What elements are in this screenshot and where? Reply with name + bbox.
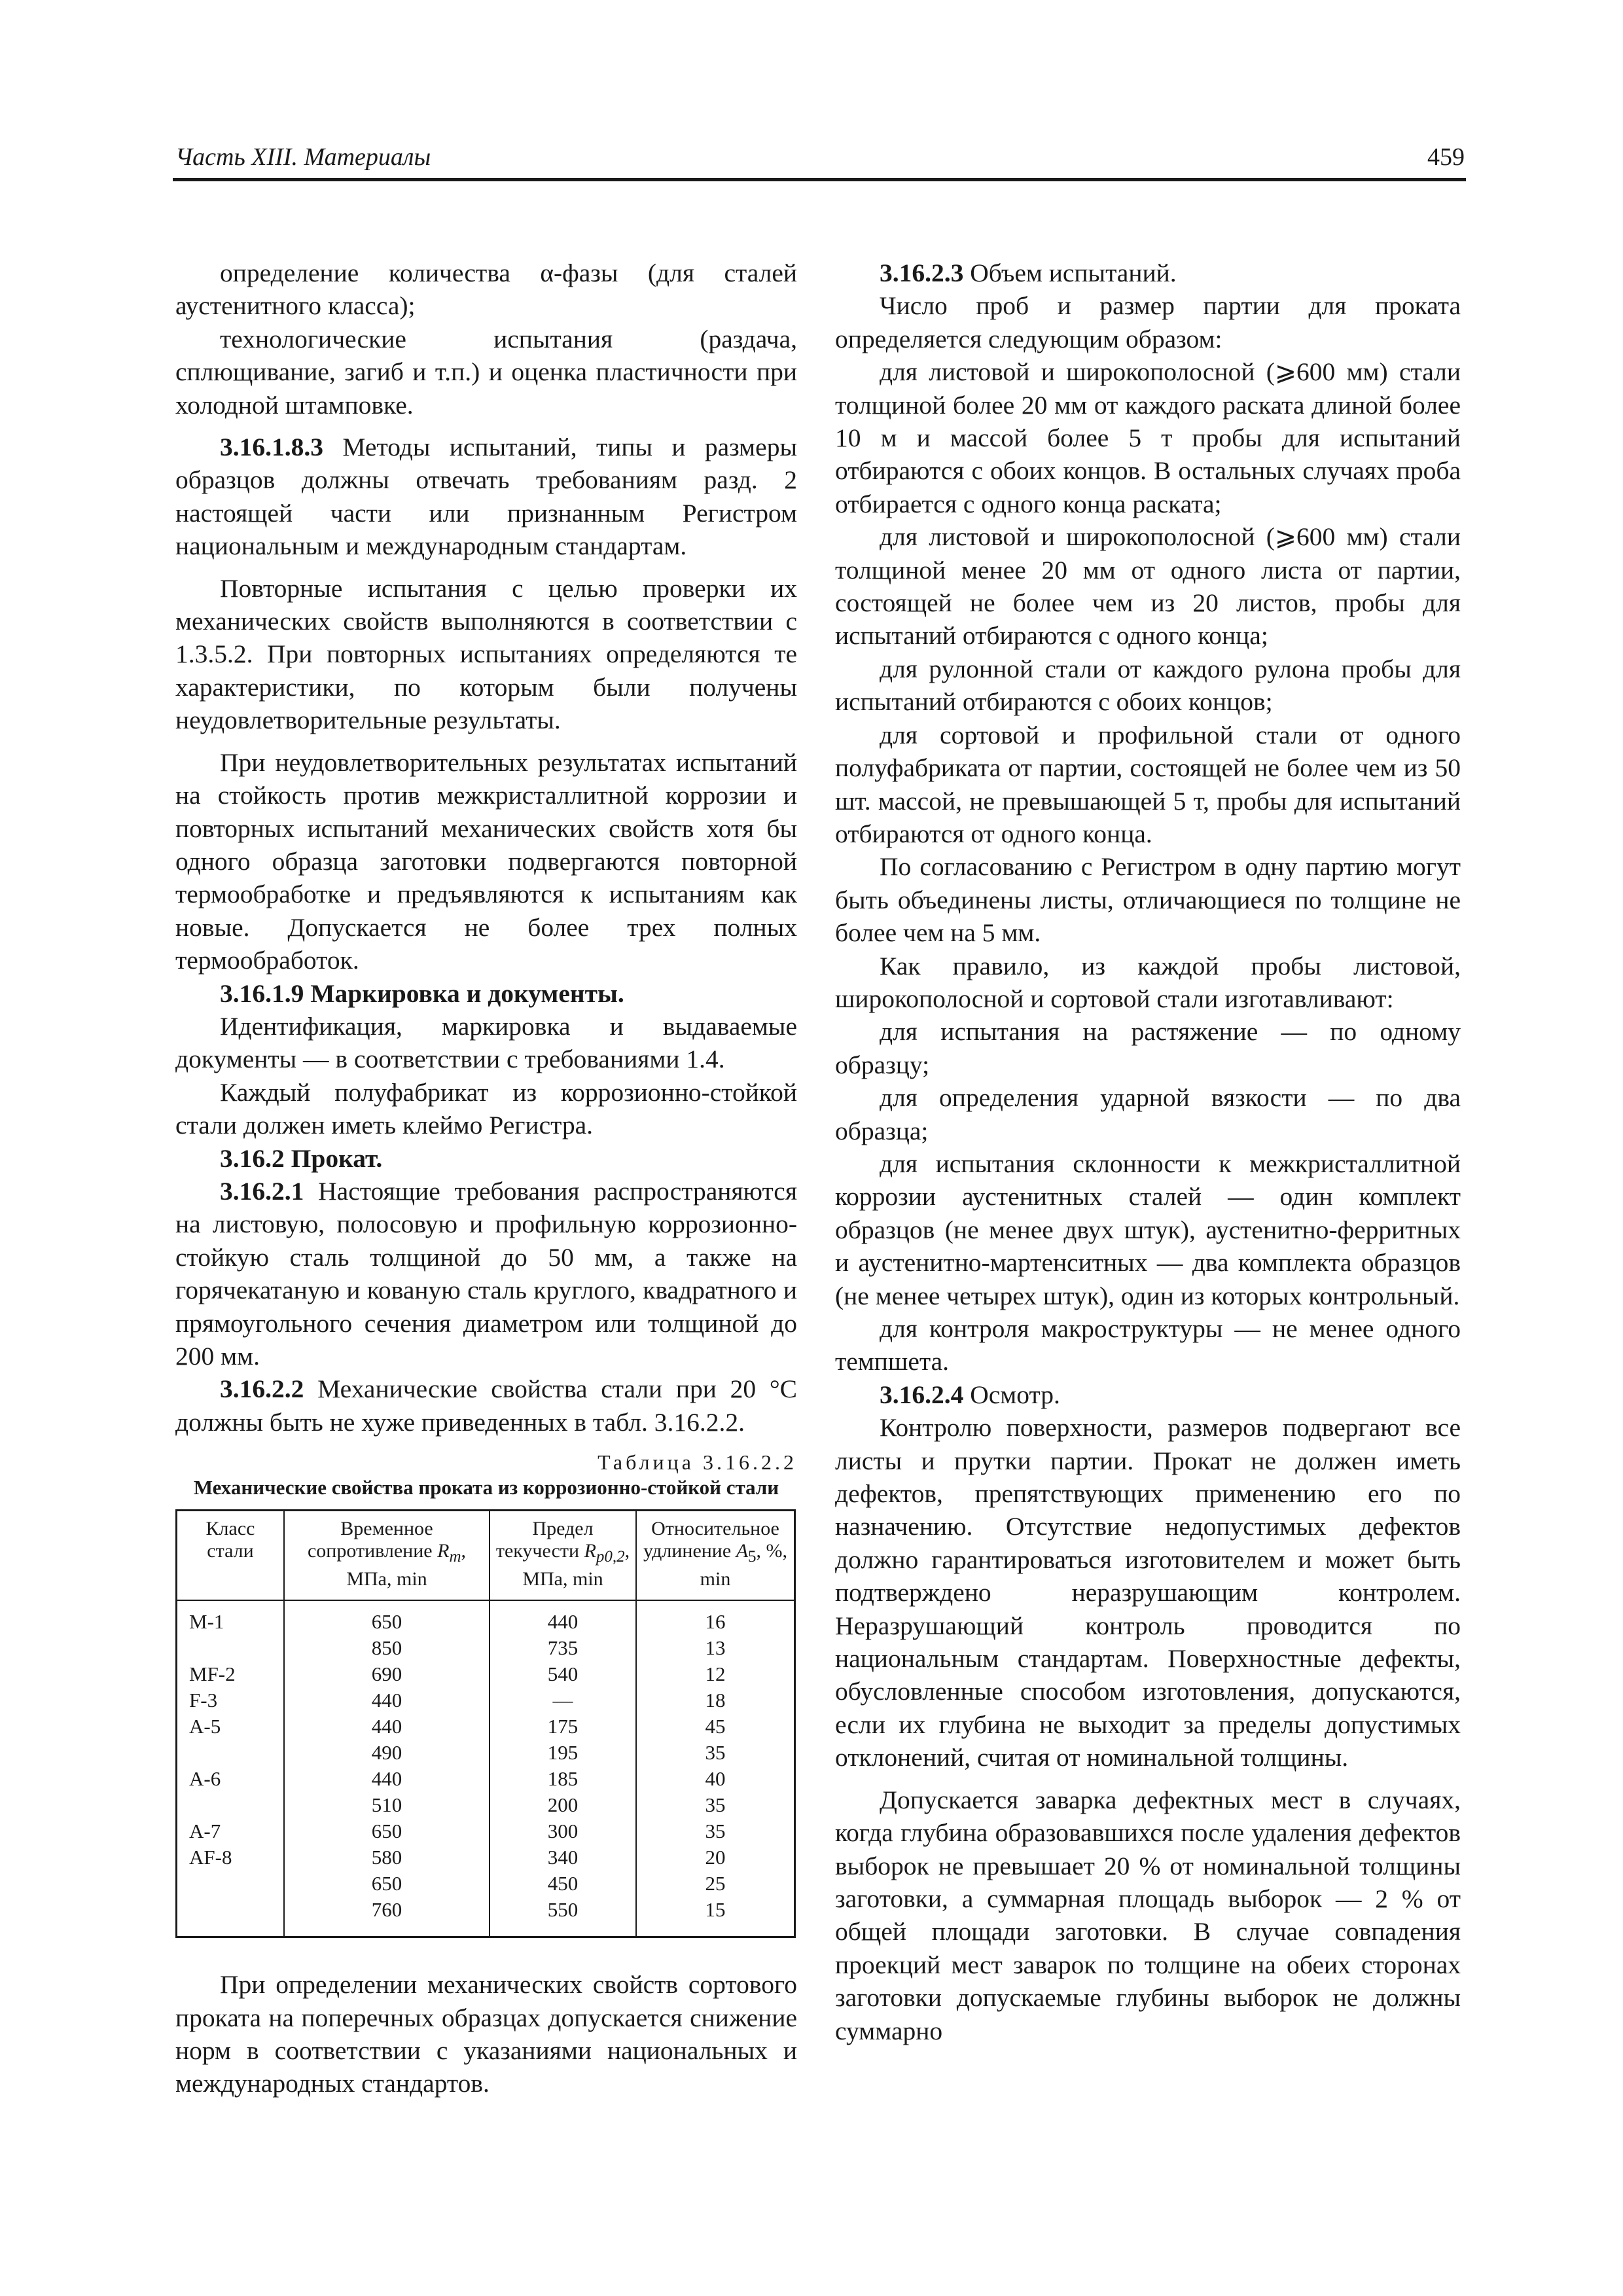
cell-yield-strength: 185	[490, 1766, 636, 1792]
table-row	[177, 1661, 795, 1687]
cell-tensile-strength: 490	[284, 1740, 490, 1766]
section-number: 3.16.2.4	[880, 1380, 964, 1409]
cell-elongation: 12	[705, 1662, 726, 1686]
cell-elongation: 25	[705, 1872, 726, 1895]
mechanical-properties-table	[175, 1509, 796, 1938]
cell-steel-class: F-3	[177, 1687, 285, 1713]
cell-tensile-strength: 850	[284, 1635, 490, 1661]
cell-elongation: 16	[705, 1610, 726, 1634]
cell-tensile-strength: 650	[284, 1871, 490, 1897]
section-heading: Прокат.	[284, 1143, 383, 1173]
table-row	[177, 1792, 795, 1818]
section-heading: Маркировка и документы.	[304, 978, 624, 1008]
paragraph: для испытания склонности к межкристаллитной коррозии аустенитных сталей — один комплект образцов (не менее двух штук), аустенитно-ферритных и аустенитно-мартенситных — два комплекта образцов (не менее четырех штук), один из которых контрольный.	[835, 1149, 1461, 1310]
header-rule	[173, 178, 1466, 181]
running-header-title: Часть XIII. Материалы	[175, 143, 431, 171]
cell-elongation: 20	[705, 1846, 726, 1869]
cell-elongation: 40	[705, 1767, 726, 1791]
table-row	[177, 1871, 795, 1897]
cell-elongation: 35	[705, 1793, 726, 1817]
cell-yield-strength: 300	[490, 1818, 636, 1844]
paragraph: Повторные испытания с целью проверки их механических свойств выполняются в соответствии с 1.3.5.2. При повторных испытаниях определяются те характеристики, по которым были получены неудовлетворительные результаты.	[175, 573, 797, 735]
cell-yield-strength: 440	[490, 1600, 636, 1635]
paragraph: При неудовлетворительных результатах испытаний на стойкость против межкристаллитной коррозии и повторных испытаний механических свойств хотя бы одного образца заготовки подвергаются повторной термообработке и предъявляются к испытаниям как новые. Допускается не более трех полных термообработок.	[175, 747, 797, 975]
paragraph: Как правило, из каждой пробы листовой, широкополосной и сортовой стали изготавливают:	[835, 951, 1461, 1013]
paragraph: При определении механических свойств сортового проката на поперечных образцах допускается снижение норм в соответствии с указаниями национальных и международных стандартов.	[175, 1970, 797, 2098]
cell-steel-class: A-6	[177, 1766, 285, 1792]
table-row	[177, 1818, 795, 1844]
paragraph: для сортовой и профильной стали от одного полуфабриката от партии, состоящей не более чем из 50 шт. массой, не превышающей 5 т, пробы для испытаний отбираются от одного конца.	[835, 720, 1461, 848]
cell-tensile-strength: 440	[284, 1766, 490, 1792]
paragraph: для определения ударной вязкости — по два образца;	[835, 1083, 1461, 1145]
paragraph: Каждый полуфабрикат из коррозионно-стойкой стали должен иметь клеймо Регистра.	[175, 1077, 797, 1140]
section-3-16-2-1	[175, 1175, 797, 1372]
header-tensile-strength: Временное сопротивление $R_m$, МПа, min	[284, 1511, 490, 1601]
paragraph: По согласованию с Регистром в одну партию могут быть объединены листы, отличающиеся по толщине не более чем на 5 мм.	[835, 852, 1461, 948]
paragraph: для рулонной стали от каждого рулона пробы для испытаний отбираются с обоих концов;	[835, 654, 1461, 717]
cell-steel-class: MF-2	[177, 1661, 285, 1687]
cell-yield-strength: —	[490, 1687, 636, 1713]
section-3-16-2	[175, 1142, 797, 1175]
cell-yield-strength: 195	[490, 1740, 636, 1766]
table-caption: Таблица 3.16.2.2	[597, 1450, 797, 1475]
paragraph: Допускается заварка дефектных мест в случаях, когда глубина образовавшихся после удаления дефектов выборок не превышает 20 % от номинальной толщины заготовки, а суммарная площадь выборок — 2 % от общей площади заготовки. В случае совпадения проекций мест заварок по толщине на обеих сторонах заготовки допускаемые глубины выборок не должны суммарно	[835, 1785, 1461, 2045]
cell-steel-class	[177, 1871, 285, 1897]
right-column	[835, 257, 1461, 2047]
paragraph: определение количества α-фазы (для сталей аустенитного класса);	[175, 259, 797, 321]
section-number: 3.16.2.1	[220, 1176, 304, 1206]
cell-elongation: 35	[705, 1741, 726, 1765]
paragraph: технологические испытания (раздача, сплющивание, загиб и т.п.) и оценка пластичности при холодной штамповке.	[175, 324, 797, 420]
header-elongation: Относительное удлинение $A_5$, %, min	[636, 1511, 795, 1601]
table-title: Механические свойства проката из коррозионно-стойкой стали	[193, 1476, 779, 1499]
cell-yield-strength: 450	[490, 1871, 636, 1897]
cell-tensile-strength: 580	[284, 1844, 490, 1871]
paragraph: для листовой и широкополосной (⩾600 мм) стали толщиной менее 20 мм от одного листа от партии, состоящей не более чем из 20 листов, пробы для испытаний отбираются с одного конца;	[835, 522, 1461, 651]
cell-tensile-strength: 440	[284, 1687, 490, 1713]
cell-yield-strength: 550	[490, 1897, 636, 1937]
cell-steel-class: AF-8	[177, 1844, 285, 1871]
section-text: Методы испытаний, типы и размеры образцов должны отвечать требованиям разд. 2 настоящей части или признанным Регистром национальным и международным стандартам.	[175, 433, 797, 561]
section-text: Механические свойства стали при 20 °С должны быть не хуже приведенных в табл. 3.16.2.2.	[175, 1374, 797, 1437]
cell-elongation: 45	[705, 1715, 726, 1738]
cell-tensile-strength: 650	[284, 1600, 490, 1635]
cell-steel-class	[177, 1740, 285, 1766]
header-yield-strength: Предел текучести $R_{p0,2}$, МПа, min	[490, 1511, 636, 1601]
table-body	[177, 1600, 795, 1937]
table-row	[177, 1897, 795, 1937]
table-row	[177, 1713, 795, 1740]
section-heading: Осмотр.	[963, 1380, 1060, 1409]
section-3-16-1-9	[175, 977, 797, 1010]
section-number: 3.16.1.8.3	[220, 433, 323, 462]
cell-tensile-strength: 440	[284, 1713, 490, 1740]
table-row	[177, 1687, 795, 1713]
left-column	[175, 257, 797, 2100]
paragraph: для контроля макроструктуры — не менее одного темпшета.	[835, 1314, 1461, 1376]
paragraph: Идентификация, маркировка и выдаваемые документы — в соответствии с требованиями 1.4.	[175, 1011, 797, 1074]
cell-elongation: 15	[705, 1898, 726, 1922]
section-number: 3.16.2	[220, 1143, 285, 1173]
paragraph: для листовой и широкополосной (⩾600 мм) стали толщиной более 20 мм от каждого раската длиной более 10 м и массой более 5 т пробы для испытаний отбираются с обоих концов. В остальных случаях проба отбирается с одного конца раската;	[835, 357, 1461, 518]
section-number: 3.16.2.3	[880, 259, 964, 287]
table-row	[177, 1740, 795, 1766]
cell-tensile-strength: 760	[284, 1897, 490, 1937]
cell-yield-strength: 200	[490, 1792, 636, 1818]
header-steel-class: Класс стали	[177, 1511, 285, 1601]
cell-yield-strength: 175	[490, 1713, 636, 1740]
section-number: 3.16.1.9	[220, 978, 304, 1008]
cell-steel-class: M-1	[177, 1600, 285, 1635]
cell-yield-strength: 340	[490, 1844, 636, 1871]
table-row	[177, 1766, 795, 1792]
table-row	[177, 1600, 795, 1635]
table-row	[177, 1844, 795, 1871]
cell-steel-class	[177, 1897, 285, 1937]
cell-steel-class: A-5	[177, 1713, 285, 1740]
section-number: 3.16.2.2	[220, 1374, 304, 1404]
section-3-16-2-4	[835, 1378, 1461, 1411]
paragraph: для испытания на растяжение — по одному образцу;	[835, 1017, 1461, 1079]
cell-yield-strength: 540	[490, 1661, 636, 1687]
section-3-16-2-2	[175, 1372, 797, 1439]
cell-yield-strength: 735	[490, 1635, 636, 1661]
cell-elongation: 13	[705, 1636, 726, 1660]
cell-tensile-strength: 650	[284, 1818, 490, 1844]
table-header-row	[177, 1511, 795, 1601]
paragraph: Число проб и размер партии для проката определяется следующим образом:	[835, 291, 1461, 353]
page-number: 459	[1427, 143, 1465, 171]
section-3-16-1-8-3	[175, 431, 797, 563]
section-heading: Объем испытаний.	[963, 259, 1177, 287]
cell-tensile-strength: 510	[284, 1792, 490, 1818]
cell-tensile-strength: 690	[284, 1661, 490, 1687]
cell-elongation: 18	[705, 1689, 726, 1712]
table-row	[177, 1635, 795, 1661]
cell-steel-class: A-7	[177, 1818, 285, 1844]
cell-steel-class	[177, 1635, 285, 1661]
cell-steel-class	[177, 1792, 285, 1818]
cell-elongation: 35	[705, 1820, 726, 1843]
section-3-16-2-3	[835, 257, 1461, 289]
section-text: Настоящие требования распространяются на листовую, полосовую и профильную коррозионно-стойкую сталь толщиной до 50 мм, а также на горячекатаную и кованую сталь круглого, квадратного и прямоугольного сечения диаметром или толщиной до 200 мм.	[175, 1176, 797, 1371]
paragraph: Контролю поверхности, размеров подвергают все листы и прутки партии. Прокат не должен иметь дефектов, препятствующих применению его по назначению. Отсутствие недопустимых дефектов должно гарантироваться изготовителем и может быть подтверждено неразрушающим контролем. Неразрушающий контроль проводится по национальным стандартам. Поверхностные дефекты, обусловленные способом изготовления, допускаются, если их глубина не выходит за пределы допустимых отклонений, считая от номинальной толщины.	[835, 1413, 1461, 1772]
